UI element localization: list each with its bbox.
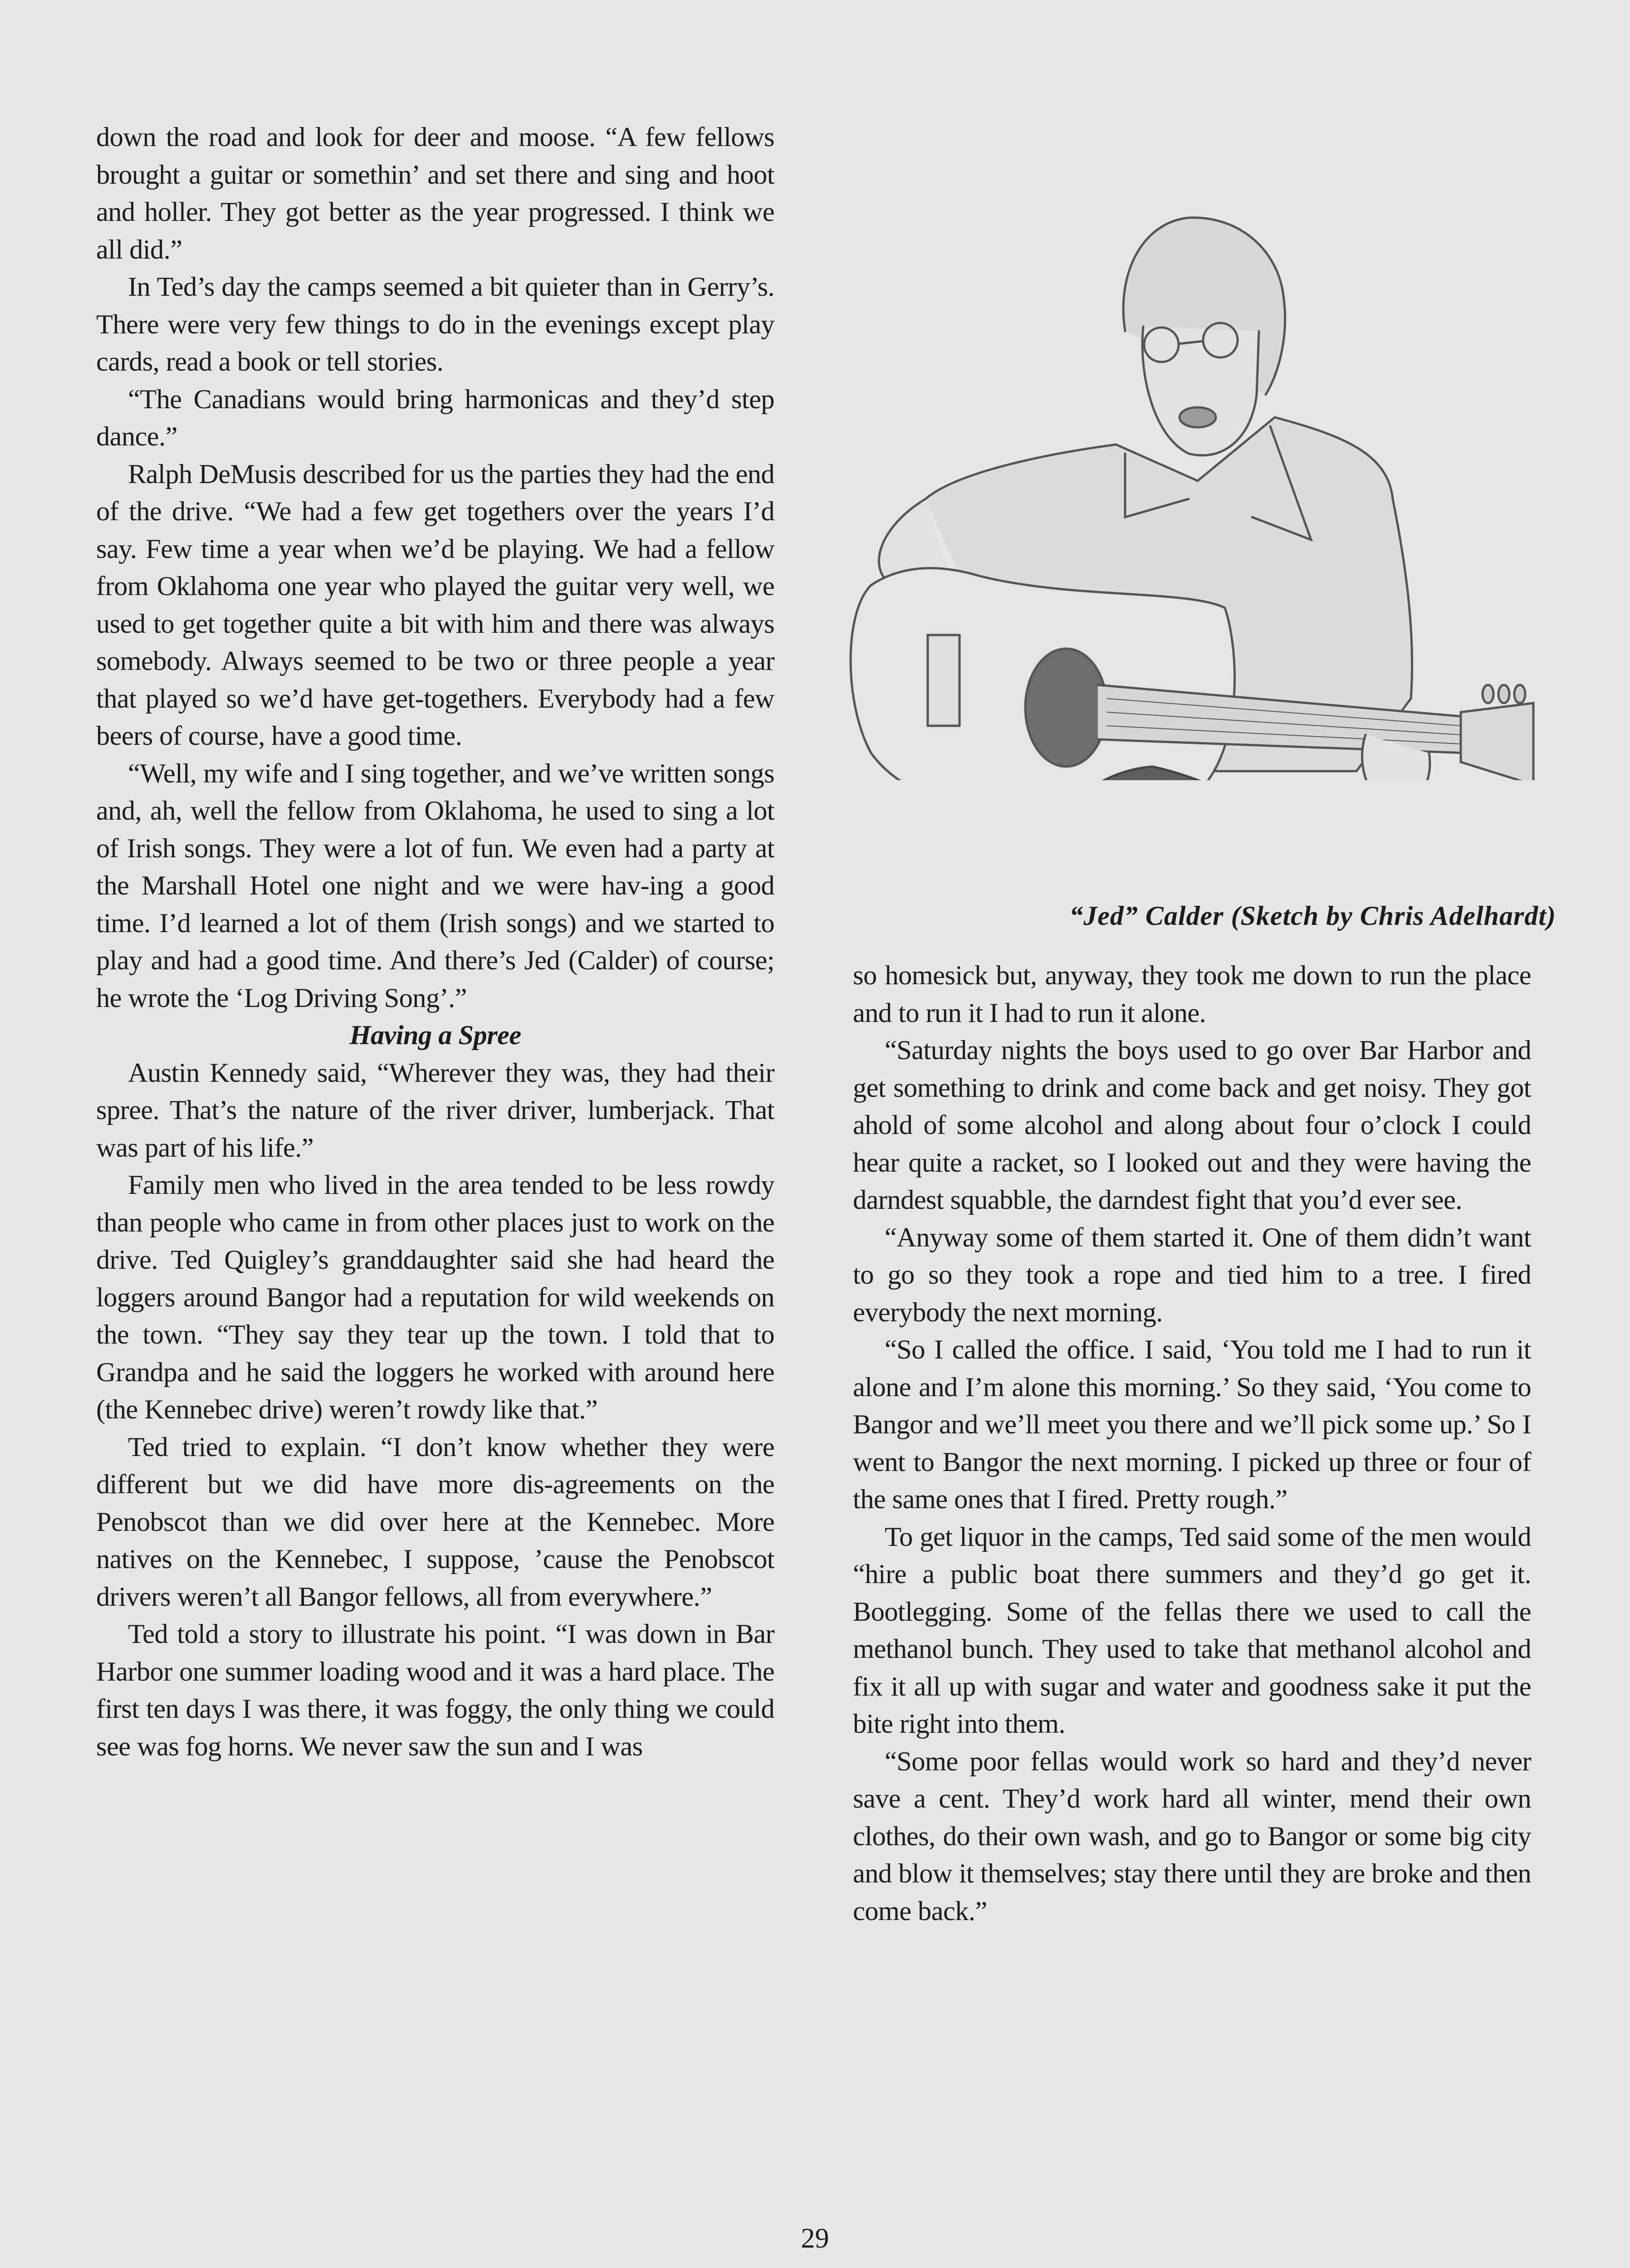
- paragraph: Family men who lived in the area tended to be less rowdy than people who came in from other places just to work on the drive. Ted Quigley’s granddaughter said she had heard the loggers around Bangor had a reputation for wild weekends on the town. “They say they tear up the town. I told that to Grandpa and he said the loggers he worked with around here (the Kennebec drive) weren’t rowdy like that.”: [96, 1170, 774, 1425]
- paragraph: “Well, my wife and I sing together, and we’ve written songs and, ah, well the fellow from Oklahoma, he used to sing a lot of Irish songs. They were a lot of fun. We even had a party at the Marshall Hotel one night and we were hav-ing a good time. I’d learned a lot of them (Irish songs) and we started to play and had a good time. And there’s Jed (Calder) of course; he wrote the ‘Log Driving Song’.”: [96, 758, 774, 1013]
- paragraph: “Anyway some of them started it. One of them didn’t want to go so they took a rope and tied him to a tree. I fired everybody the next morning.: [853, 1222, 1531, 1328]
- paragraph: Ralph DeMusis described for us the parties they had the end of the drive. “We had a few get togethers over the years I’d say. Few time a year when we’d be playing. We had a fellow from Oklahoma one year who played the guitar very well, we used to get together quite a bit with him and there was always somebody. Always seemed to be two or three people a year that played so we’d have get-togethers. Everybody had a few beers of course, have a good time.: [96, 459, 774, 751]
- paragraph: “Some poor fellas would work so hard and they’d never save a cent. They’d work hard all winter, mend their own clothes, do their own wash, and go to Bangor or some big city and blow it themselves; stay there until they are broke and then come back.”: [853, 1746, 1531, 1926]
- sketch-mouth: [1180, 407, 1216, 427]
- jed-calder-sketch: [844, 181, 1565, 780]
- paragraph: Ted told a story to illustrate his point. “I was down in Bar Harbor one summer loading wood and it was a hard place. The first ten days I was there, it was foggy, the only thing we could see was fog horns. We never saw the sun and I was: [96, 1619, 774, 1762]
- paragraph: “So I called the office. I said, ‘You told me I had to run it alone and I’m alone this morning.’ So they said, ‘You come to Bangor and we’ll meet you there and we’ll pick some up.’ So I went to Bangor the next morning. I picked up three or four of the same ones that I fired. Pretty rough.”: [853, 1334, 1531, 1515]
- paragraph: so homesick but, anyway, they took me down to run the place and to run it I had to run it alone.: [853, 960, 1531, 1028]
- left-column: [96, 119, 774, 1765]
- paragraph: “The Canadians would bring harmonicas and they’d step dance.”: [96, 384, 774, 452]
- paragraph: Ted tried to explain. “I don’t know whether they were different but we did have more dis-agreements on the Penobscot than we did over here at the Kennebec. More natives on the Kennebec, I suppose, ’cause the Penobscot drivers weren’t all Bangor fellows, all from everywhere.”: [96, 1432, 774, 1612]
- page-number: 29: [801, 2223, 829, 2254]
- section-heading: Having a Spree: [349, 1020, 521, 1051]
- sketch-guitar-headstock: [1461, 703, 1533, 780]
- paragraph: Austin Kennedy said, “Wherever they was, they had their spree. That’s the nature of the river driver, lumberjack. That was part of his life.”: [96, 1057, 774, 1163]
- sketch-caption: “Jed” Calder (Sketch by Chris Adelhardt): [1069, 901, 1556, 931]
- sketch-guitar-soundhole: [1025, 649, 1107, 767]
- right-column: [853, 957, 1531, 1930]
- paragraph: “Saturday nights the boys used to go over Bar Harbor and get something to drink and come back and get noisy. They got ahold of some alcohol and along about four o’clock I could hear quite a racket, so I looked out and they were having the darndest squabble, the darndest fight that you’d ever see.: [853, 1035, 1531, 1215]
- paragraph: To get liquor in the camps, Ted said some of the men would “hire a public boat there summers and they’d go get it. Bootlegging. Some of the fellas there we used to call the methanol bunch. They used to take that methanol alcohol and fix it all up with sugar and water and goodness sake it put the bite right into them.: [853, 1521, 1531, 1739]
- paragraph: down the road and look for deer and moose. “A few fellows brought a guitar or somethin’ and set there and sing and hoot and holler. They got better as the year progressed. I think we all did.”: [96, 122, 774, 265]
- paragraph: In Ted’s day the camps seemed a bit quieter than in Gerry’s. There were very few things to do in the evenings except play cards, read a book or tell stories.: [96, 272, 774, 377]
- sketch-face: [1142, 327, 1259, 455]
